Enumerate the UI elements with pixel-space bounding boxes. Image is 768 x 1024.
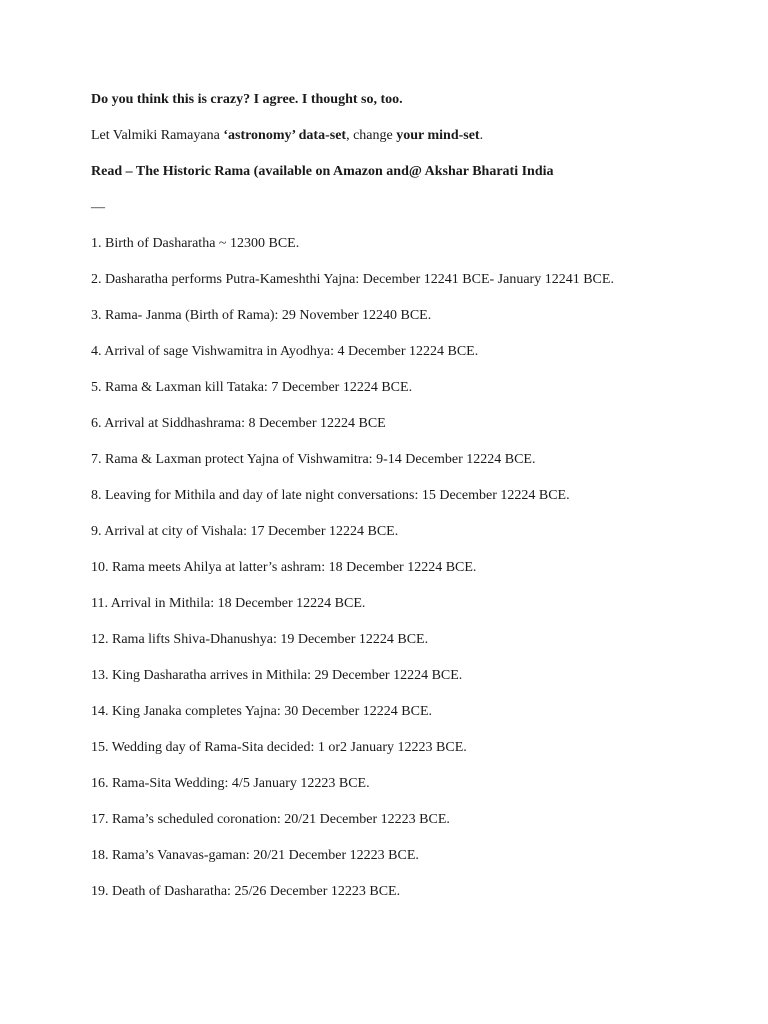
event-item: 2. Dasharatha performs Putra-Kameshthi Yajna: December 12241 BCE- January 12241 BCE. [91, 272, 614, 287]
event-list [91, 235, 751, 901]
event-item: 12. Rama lifts Shiva-Dhanushya: 19 December 12224 BCE. [91, 632, 429, 647]
intro-statement-part: Let Valmiki Ramayana [91, 128, 224, 143]
document-page [91, 91, 751, 919]
event-item: 15. Wedding day of Rama-Sita decided: 1 or2 January 12223 BCE. [91, 740, 467, 755]
event-item: 4. Arrival of sage Vishwamitra in Ayodhya: 4 December 12224 BCE. [91, 344, 479, 359]
event-item: 10. Rama meets Ahilya at latter’s ashram: 18 December 12224 BCE. [91, 560, 477, 575]
event-item: 18. Rama’s Vanavas-gaman: 20/21 December 12223 BCE. [91, 848, 419, 863]
event-item: 19. Death of Dasharatha: 25/26 December 12223 BCE. [91, 884, 401, 899]
event-item: 1. Birth of Dasharatha ~ 12300 BCE. [91, 236, 300, 251]
intro-statement-emphasis: your mind-set [396, 128, 480, 143]
intro-heading: Do you think this is crazy? I agree. I thought so, too. [91, 92, 403, 107]
event-item: 16. Rama-Sita Wedding: 4/5 January 12223 BCE. [91, 776, 370, 791]
event-item: 14. King Janaka completes Yajna: 30 December 12224 BCE. [91, 704, 432, 719]
event-item: 3. Rama- Janma (Birth of Rama): 29 November 12240 BCE. [91, 308, 432, 323]
event-item: 7. Rama & Laxman protect Yajna of Vishwamitra: 9-14 December 12224 BCE. [91, 452, 536, 467]
event-item: 11. Arrival in Mithila: 18 December 12224 BCE. [91, 596, 366, 611]
event-item: 13. King Dasharatha arrives in Mithila: 29 December 12224 BCE. [91, 668, 463, 683]
event-item: 6. Arrival at Siddhashrama: 8 December 12224 BCE [91, 416, 386, 431]
event-item: 8. Leaving for Mithila and day of late night conversations: 15 December 12224 BCE. [91, 488, 570, 503]
event-item: 9. Arrival at city of Vishala: 17 December 12224 BCE. [91, 524, 399, 539]
intro-statement-part: . [479, 128, 484, 143]
event-item: 5. Rama & Laxman kill Tataka: 7 December 12224 BCE. [91, 380, 413, 395]
event-item: 17. Rama’s scheduled coronation: 20/21 December 12223 BCE. [91, 812, 450, 827]
book-reference: Read – The Historic Rama (available on Amazon and@ Akshar Bharati India [91, 164, 554, 179]
intro-statement-part: , change [346, 128, 397, 143]
separator-dash: — [91, 200, 105, 215]
intro-statement [91, 127, 751, 145]
intro-statement-emphasis: ‘astronomy’ data-set [223, 128, 347, 143]
